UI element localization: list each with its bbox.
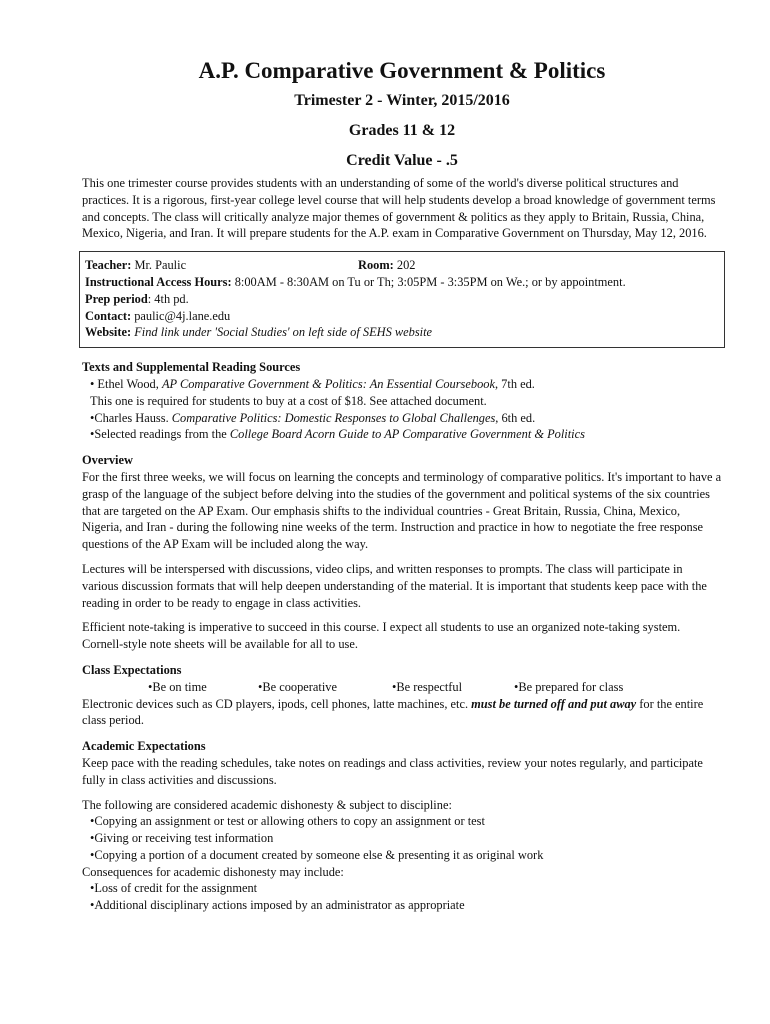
website-label: Website: [85,325,132,340]
contact-email[interactable]: paulic@4j.lane.edu [131,308,231,323]
room-label: Room: [358,258,394,273]
expectation-item: •Be cooperative [258,679,337,694]
academic-paragraph: Keep pace with the reading schedules, take notes on readings and class activities, review your notes regularly, and participate fully in class activities and discussions. [82,755,703,787]
consequences-list [82,880,722,914]
consequences-intro: Consequences for academic dishonesty may include: [82,864,344,879]
expectation-item: •Be respectful [392,679,463,694]
text-item-prefix: •Charles Hauss. [90,410,172,425]
hours-label: Instructional Access Hours: [85,274,232,289]
list-item-note: This one is required for students to buy at a cost of $18. See attached document. [90,393,487,408]
overview-heading: Overview [82,453,133,468]
list-item [82,376,722,393]
list-item: •Giving or receiving test information [90,831,274,846]
text-item-suffix: , 6th ed. [495,410,536,425]
class-expectations-heading: Class Expectations [82,662,182,677]
list-item: •Loss of credit for the assignment [90,881,258,896]
credit-subtitle: Credit Value - .5 [346,152,458,169]
term-subtitle: Trimester 2 - Winter, 2015/2016 [294,92,510,109]
expectation-item: •Be on time [148,679,207,694]
grades-subtitle: Grades 11 & 12 [348,122,456,139]
text-item-prefix: • Ethel Wood, [90,376,162,391]
website-row [85,324,719,341]
expectation-item: •Be prepared for class [514,679,624,694]
dishonesty-list [82,813,722,863]
teacher-label: Teacher: [85,258,132,273]
overview-paragraph-1: For the first three weeks, we will focus on learning the concepts and terminology of comparative politics. It's important to have a grasp of the language of the subject before delving into the studies of the government and political systems of the six countries that are targeted on the AP Exam. Our emphasis shifts to the individual countries - Great Britain, Russia, China, Mexico, Nigeria, and Iran - during the following nine weeks of the term. Instruction and practice in how to negotiate the free response questions of the AP Exam will be included along the way. [82,469,722,552]
website-value: Find link under 'Social Studies' on left side of SEHS website [131,325,433,340]
list-item: •Additional disciplinary actions imposed by an administrator as appropriate [90,898,465,913]
page-title: A.P. Comparative Government & Politics [198,58,606,83]
overview-paragraph-3: Efficient note-taking is imperative to succeed in this course. I expect all students to use an organized note-taking system. Cornell-style note sheets will be available for all to use. [82,620,681,652]
contact-label: Contact: [85,308,132,323]
prep-row [85,291,719,308]
list-item: •Copying an assignment or test or allowing others to copy an assignment or test [90,814,485,829]
teacher-value: Mr. Paulic [131,258,187,273]
syllabus-page [82,56,722,914]
book-title: Comparative Politics: Domestic Responses to Global Challenges [171,410,496,425]
hours-row [85,274,719,291]
book-title: AP Comparative Government & Politics: An Essential Coursebook [161,376,495,391]
contact-row [85,308,719,325]
overview-paragraph-2: Lectures will be interspersed with discussions, video clips, and written responses to prompts. The class will participate in various discussion formats that will help deepen understanding of the material. It is important that students keep pace with the reading in order to be ready to engage in class activities. [82,561,707,610]
list-item [82,426,722,443]
devices-paragraph [82,696,722,730]
text-item-suffix: , 7th ed. [494,376,535,391]
room-field [358,257,415,274]
teacher-row [85,257,719,274]
expectations-row [82,679,722,696]
prep-value: : 4th pd. [147,291,189,306]
texts-heading: Texts and Supplemental Reading Sources [82,360,301,375]
devices-emphasis: must be turned off and put away [471,696,637,711]
devices-text-end: for the entire class period. [82,696,704,728]
list-item: •Copying a portion of a document created by someone else & presenting it as original work [90,847,544,862]
dishonesty-intro: The following are considered academic dishonesty & subject to discipline: [82,797,452,812]
list-item [82,410,722,427]
room-value: 202 [393,258,416,273]
academic-expectations-heading: Academic Expectations [82,739,206,754]
prep-label: Prep period [85,291,148,306]
texts-list [82,376,722,443]
book-title: College Board Acorn Guide to AP Comparative Government & Politics [229,427,585,442]
hours-value: 8:00AM - 8:30AM on Tu or Th; 3:05PM - 3:35PM on We.; or by appointment. [231,274,626,289]
teacher-info-box [79,251,725,348]
intro-paragraph: This one trimester course provides students with an understanding of some of the world's diverse political structures and practices. It is a rigorous, first-year college level course that will help students develop a broad knowledge of government terms and concepts. The class will critically analyze major themes of government & politics as they apply to Britain, Russia, China, Mexico, Nigeria, and Iran. It will prepare students for the A.P. exam in Comparative Government on Thursday, May 12, 2016. [82,176,716,241]
text-item-prefix: •Selected readings from the [90,427,230,442]
devices-text: Electronic devices such as CD players, ipods, cell phones, latte machines, etc. [82,696,472,711]
